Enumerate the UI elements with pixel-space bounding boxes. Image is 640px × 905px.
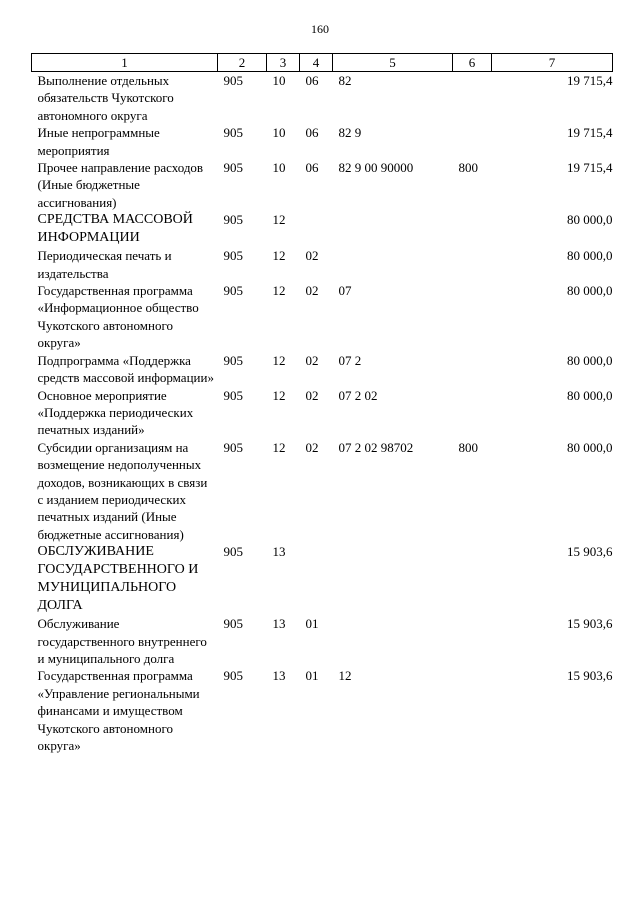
row-amount: 80 000,0 <box>567 212 613 228</box>
table-row <box>32 72 613 125</box>
row-name: Прочее направление расходов (Иные бюджетные ассигнования) <box>37 160 204 210</box>
row-amount: 80 000,0 <box>567 387 613 403</box>
row-target-article <box>333 247 453 282</box>
row-subsection <box>300 211 333 247</box>
row-gr-code: 905 <box>223 125 243 141</box>
row-name: Основное мероприятие «Поддержка периодических печатных изданий» <box>37 387 194 438</box>
row-amount: 80 000,0 <box>567 248 613 264</box>
row-name: ОБСЛУЖИВАНИЕ ГОСУДАРСТВЕННОГО И МУНИЦИПАЛЬНОГО ДОЛГА <box>37 544 199 614</box>
row-target-article: 07 2 02 <box>338 387 378 403</box>
row-subsection: 02 <box>305 248 319 264</box>
header-cell-3: 3 <box>267 54 300 72</box>
row-expense-type <box>453 667 492 754</box>
row-gr-code: 905 <box>223 439 243 455</box>
row-section: 10 <box>272 73 286 88</box>
row-subsection: 06 <box>305 73 319 88</box>
row-gr-code: 905 <box>223 616 243 632</box>
row-section: 12 <box>272 283 286 299</box>
row-expense-type <box>453 282 492 352</box>
row-amount: 80 000,0 <box>567 439 613 455</box>
row-section: 13 <box>272 544 286 560</box>
row-amount: 19 715,4 <box>567 125 613 141</box>
row-target-article: 07 2 <box>338 352 362 368</box>
row-expense-type <box>453 72 492 125</box>
row-expense-type <box>453 543 492 615</box>
row-expense-type <box>453 124 492 159</box>
row-subsection: 02 <box>305 439 319 455</box>
header-cell-7: 7 <box>492 54 613 72</box>
row-section: 12 <box>272 387 286 403</box>
row-expense-type: 800 <box>458 160 478 176</box>
table-row <box>32 439 613 543</box>
row-name: Обслуживание государственного внутреннего и муниципального долга <box>37 616 207 666</box>
row-name: Периодическая печать и издательства <box>37 248 172 281</box>
table-row <box>32 124 613 159</box>
row-expense-type <box>453 352 492 387</box>
row-amount: 80 000,0 <box>567 352 613 368</box>
header-cell-4: 4 <box>300 54 333 72</box>
row-amount: 15 903,6 <box>567 616 613 632</box>
row-expense-type <box>453 387 492 439</box>
row-target-article: 07 <box>338 283 352 299</box>
row-section: 12 <box>272 352 286 368</box>
row-target-article: 07 2 02 98702 <box>338 439 414 455</box>
row-amount: 80 000,0 <box>567 283 613 299</box>
row-section: 13 <box>272 616 286 632</box>
row-target-article <box>333 543 453 615</box>
row-section: 10 <box>272 125 286 141</box>
row-subsection: 02 <box>305 352 319 368</box>
table-row <box>32 543 613 615</box>
row-target-article: 82 9 <box>338 125 362 141</box>
row-subsection: 06 <box>305 125 319 141</box>
row-target-article: 82 9 00 90000 <box>338 160 414 176</box>
page-number: 160 <box>311 22 329 36</box>
row-section: 12 <box>272 212 286 228</box>
row-section: 12 <box>272 439 286 455</box>
header-row <box>32 54 613 72</box>
row-name: СРЕДСТВА МАССОВОЙ ИНФОРМАЦИИ <box>37 212 193 246</box>
row-subsection: 01 <box>305 616 319 632</box>
row-name: Выполнение отдельных обязательств Чукотского автономного округа <box>37 73 174 123</box>
budget-table <box>31 53 613 754</box>
row-gr-code: 905 <box>223 387 243 403</box>
table-row <box>32 615 613 667</box>
row-gr-code: 905 <box>223 212 243 228</box>
header-cell-6: 6 <box>453 54 492 72</box>
row-name: Субсидии организациям на возмещение недополученных доходов, возникающих в связи с изданием периодических печатных изданий (Иные бюджетные ассигнования) <box>37 439 208 542</box>
row-amount: 19 715,4 <box>567 160 613 176</box>
row-target-article <box>333 615 453 667</box>
row-gr-code: 905 <box>223 668 243 684</box>
row-target-article: 12 <box>338 668 352 684</box>
table-row <box>32 282 613 352</box>
row-subsection: 02 <box>305 283 319 299</box>
row-amount: 15 903,6 <box>567 544 613 560</box>
table-row <box>32 667 613 754</box>
header-cell-1: 1 <box>32 54 218 72</box>
row-section: 10 <box>272 160 286 176</box>
row-gr-code: 905 <box>223 248 243 264</box>
row-name: Иные непрограммные мероприятия <box>37 125 160 158</box>
row-gr-code: 905 <box>223 352 243 368</box>
row-section: 12 <box>272 248 286 264</box>
table-row <box>32 159 613 211</box>
row-expense-type <box>453 247 492 282</box>
row-target-article <box>333 211 453 247</box>
row-amount: 19 715,4 <box>567 73 613 88</box>
row-target-article: 82 <box>338 73 352 88</box>
row-gr-code: 905 <box>223 73 243 88</box>
row-subsection <box>300 543 333 615</box>
row-expense-type <box>453 615 492 667</box>
table-row <box>32 352 613 387</box>
row-gr-code: 905 <box>223 160 243 176</box>
table-row <box>32 247 613 282</box>
header-cell-2: 2 <box>218 54 267 72</box>
row-gr-code: 905 <box>223 544 243 560</box>
row-expense-type <box>453 211 492 247</box>
header-cell-5: 5 <box>333 54 453 72</box>
row-expense-type: 800 <box>458 439 478 455</box>
row-subsection: 01 <box>305 668 319 684</box>
row-gr-code: 905 <box>223 283 243 299</box>
row-name: Государственная программа «Информационное общество Чукотского автономного округа» <box>37 283 199 351</box>
table-row <box>32 387 613 439</box>
row-subsection: 02 <box>305 387 319 403</box>
row-name: Государственная программа «Управление региональными финансами и имуществом Чукотского автономного округа» <box>37 668 200 753</box>
table-row <box>32 211 613 247</box>
row-section: 13 <box>272 668 286 684</box>
row-amount: 15 903,6 <box>567 668 613 684</box>
row-name: Подпрограмма «Поддержка средств массовой информации» <box>37 352 214 386</box>
row-subsection: 06 <box>305 160 319 176</box>
